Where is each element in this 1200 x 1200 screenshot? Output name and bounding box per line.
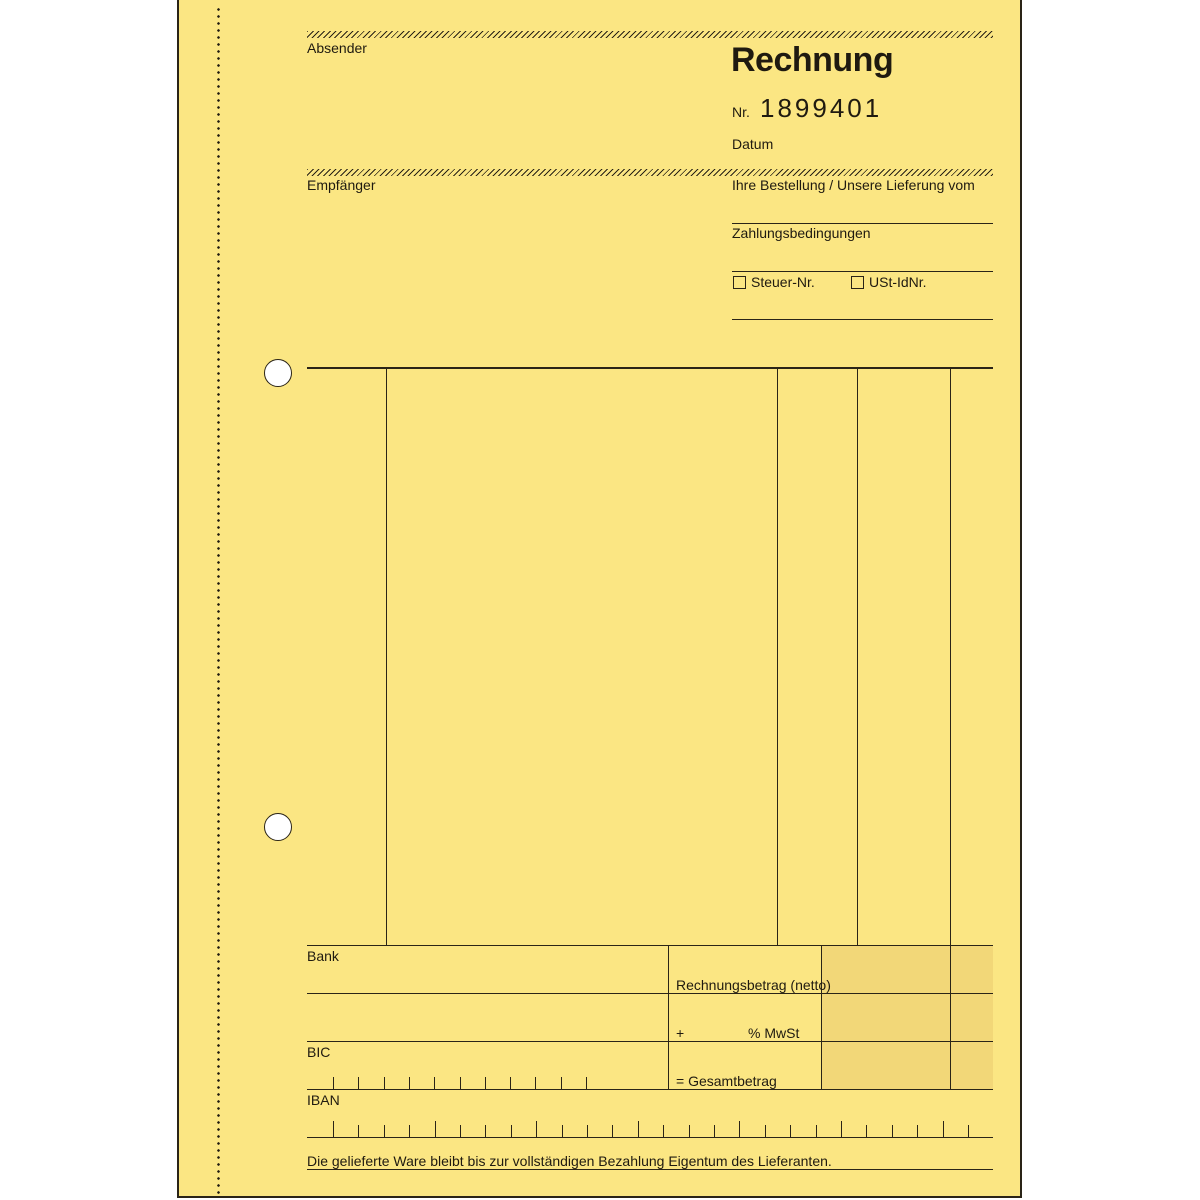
character-tick — [841, 1121, 842, 1137]
character-tick — [358, 1077, 359, 1089]
item-table-column-divider-2 — [777, 368, 778, 946]
punch-hole-bottom — [264, 813, 292, 841]
notice-line — [307, 1169, 993, 1170]
character-tick — [561, 1077, 562, 1089]
item-table-column-divider-1 — [386, 368, 387, 946]
character-tick — [384, 1077, 385, 1089]
footer-top-line — [307, 945, 993, 946]
character-tick — [586, 1077, 587, 1089]
character-tick — [689, 1125, 690, 1137]
tax-number-checkbox[interactable] — [733, 276, 746, 289]
character-tick — [739, 1121, 740, 1137]
order-delivery-label: Ihre Bestellung / Unsere Lieferung vom — [732, 177, 975, 193]
character-tick — [409, 1125, 410, 1137]
top-hatch-divider — [307, 31, 993, 38]
character-tick — [587, 1125, 588, 1137]
total-amount-label: = Gesamtbetrag — [676, 1073, 777, 1089]
character-tick — [562, 1125, 563, 1137]
footer-section-divider — [668, 946, 669, 1090]
character-tick — [485, 1077, 486, 1089]
iban-label: IBAN — [307, 1092, 340, 1108]
character-tick — [943, 1121, 944, 1137]
character-tick — [714, 1125, 715, 1137]
totals-amount-cell[interactable] — [821, 946, 993, 1090]
tax-number-label: Steuer-Nr. — [751, 274, 815, 290]
character-tick — [460, 1125, 461, 1137]
character-tick — [612, 1125, 613, 1137]
vat-line[interactable] — [307, 1041, 993, 1042]
vat-id-checkbox[interactable] — [851, 276, 864, 289]
totals-amount-divider — [821, 946, 822, 1090]
order-delivery-line[interactable] — [732, 223, 993, 224]
character-tick — [866, 1125, 867, 1137]
character-tick — [434, 1077, 435, 1089]
iban-line[interactable] — [307, 1137, 993, 1138]
payment-terms-line[interactable] — [732, 271, 993, 272]
middle-hatch-divider — [307, 169, 993, 176]
sender-label: Absender — [307, 40, 367, 56]
bic-label: BIC — [307, 1044, 331, 1060]
character-tick — [968, 1125, 969, 1137]
character-tick — [460, 1077, 461, 1089]
character-tick — [892, 1125, 893, 1137]
character-tick — [816, 1125, 817, 1137]
date-label[interactable]: Datum — [732, 136, 774, 152]
bic-line[interactable] — [307, 1089, 993, 1090]
character-tick — [917, 1125, 918, 1137]
punch-hole-top — [264, 359, 292, 387]
invoice-number-label: Nr. — [732, 104, 750, 120]
character-tick — [535, 1077, 536, 1089]
character-tick — [333, 1077, 334, 1089]
character-tick — [663, 1125, 664, 1137]
bank-label: Bank — [307, 948, 339, 964]
character-tick — [384, 1125, 385, 1137]
character-tick — [409, 1077, 410, 1089]
net-amount-label: Rechnungsbetrag (netto) — [676, 977, 831, 993]
tax-id-line[interactable] — [732, 319, 993, 320]
character-tick — [510, 1077, 511, 1089]
character-tick — [765, 1125, 766, 1137]
character-tick — [333, 1121, 334, 1137]
item-table-column-divider-4 — [950, 368, 951, 946]
vat-id-label: USt-IdNr. — [869, 274, 927, 290]
item-table-top — [307, 367, 993, 369]
recipient-label[interactable]: Empfänger — [307, 177, 376, 193]
plus-sign: + — [676, 1025, 685, 1041]
character-tick — [358, 1125, 359, 1137]
bank-line[interactable] — [307, 993, 993, 994]
perforation-line — [217, 6, 220, 1196]
vat-rate-label: % MwSt — [748, 1025, 800, 1041]
item-table-column-divider-3 — [857, 368, 858, 946]
payment-terms-label: Zahlungsbedingungen — [732, 225, 871, 241]
character-tick — [638, 1121, 639, 1137]
character-tick — [511, 1125, 512, 1137]
character-tick — [536, 1121, 537, 1137]
invoice-title: Rechnung — [731, 41, 894, 79]
ownership-notice: Die gelieferte Ware bleibt bis zur vollständigen Bezahlung Eigentum des Lieferanten. — [307, 1153, 832, 1169]
character-tick — [790, 1125, 791, 1137]
totals-cents-divider — [950, 946, 951, 1090]
invoice-number: 1899401 — [760, 93, 883, 123]
character-tick — [485, 1125, 486, 1137]
character-tick — [435, 1121, 436, 1137]
